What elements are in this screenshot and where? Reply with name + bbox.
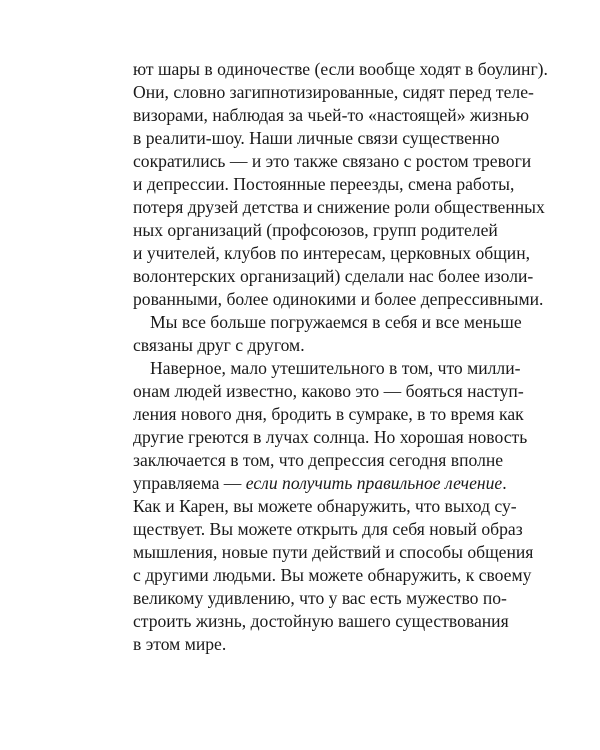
paragraph-2-line-1: Мы все больше погружаемся в себя и все меньше (150, 312, 522, 332)
paragraph-1-line-10: волонтерских организаций) сделали нас более изоли- (133, 266, 534, 286)
paragraph-1-line-6: и депрессии. Постоянные переезды, смена работы, (133, 174, 515, 194)
paragraph-3-line-3: ления нового дня, бродить в сумраке, в то время как (133, 404, 524, 424)
paragraph-3-line-6 (133, 472, 507, 495)
paragraph-3-line-7: Как и Карен, вы можете обнаружить, что выход су- (133, 496, 517, 516)
italic-emphasis: если получить правильное лечение (245, 473, 503, 493)
paragraph-3-line-8: ществует. Вы можете открыть для себя новый образ (133, 519, 523, 539)
paragraph-1-line-7: потеря друзей детства и снижение роли общественных (133, 197, 545, 217)
paragraph-3-line-5: заключается в том, что депрессия сегодня вполне (133, 450, 504, 470)
paragraph-3-line-12: строить жизнь, достойную вашего существования (133, 611, 509, 631)
paragraph-1-line-9: и учителей, клубов по интересам, церковных общин, (133, 243, 531, 263)
paragraph-3-line-13: в этом мире. (133, 634, 227, 654)
paragraph-1-line-1: ют шары в одиночестве (если вообще ходят в боулинг). (133, 59, 548, 79)
paragraph-3-line-4: другие греются в лучах солнца. Но хорошая новость (133, 427, 528, 447)
paragraph-3-line-10: с другими людьми. Вы можете обнаружить, к своему (133, 565, 532, 585)
paragraph-3-line-1: Наверное, мало утешительного в том, что милли- (150, 358, 521, 378)
paragraph-3-line-11: великому удивлению, что у вас есть мужество по- (133, 588, 507, 608)
paragraph-1-line-11: рованными, более одинокими и более депрессивными. (133, 289, 544, 309)
paragraph-1-line-4: в реалити-шоу. Наши личные связи существенно (133, 128, 500, 148)
emphasis-lead-in: управляема — (133, 473, 246, 493)
paragraph-3-line-9: мышления, новые пути действий и способы общения (133, 542, 534, 562)
paragraph-1-line-2: Они, словно загипнотизированные, сидят перед теле- (133, 82, 534, 102)
emphasis-period: . (502, 473, 507, 493)
paragraph-3-line-2: онам людей известно, каково это — бояться наступ- (133, 381, 524, 401)
paragraph-1-line-3: визорами, наблюдая за чьей-то «настоящей» жизнью (133, 105, 530, 125)
paragraph-1-line-8: ных организаций (профсоюзов, групп родителей (133, 220, 498, 240)
paragraph-2-line-2: связаны друг с другом. (133, 335, 305, 355)
paragraph-1-line-5: сократились — и это также связано с ростом тревоги (133, 151, 532, 171)
